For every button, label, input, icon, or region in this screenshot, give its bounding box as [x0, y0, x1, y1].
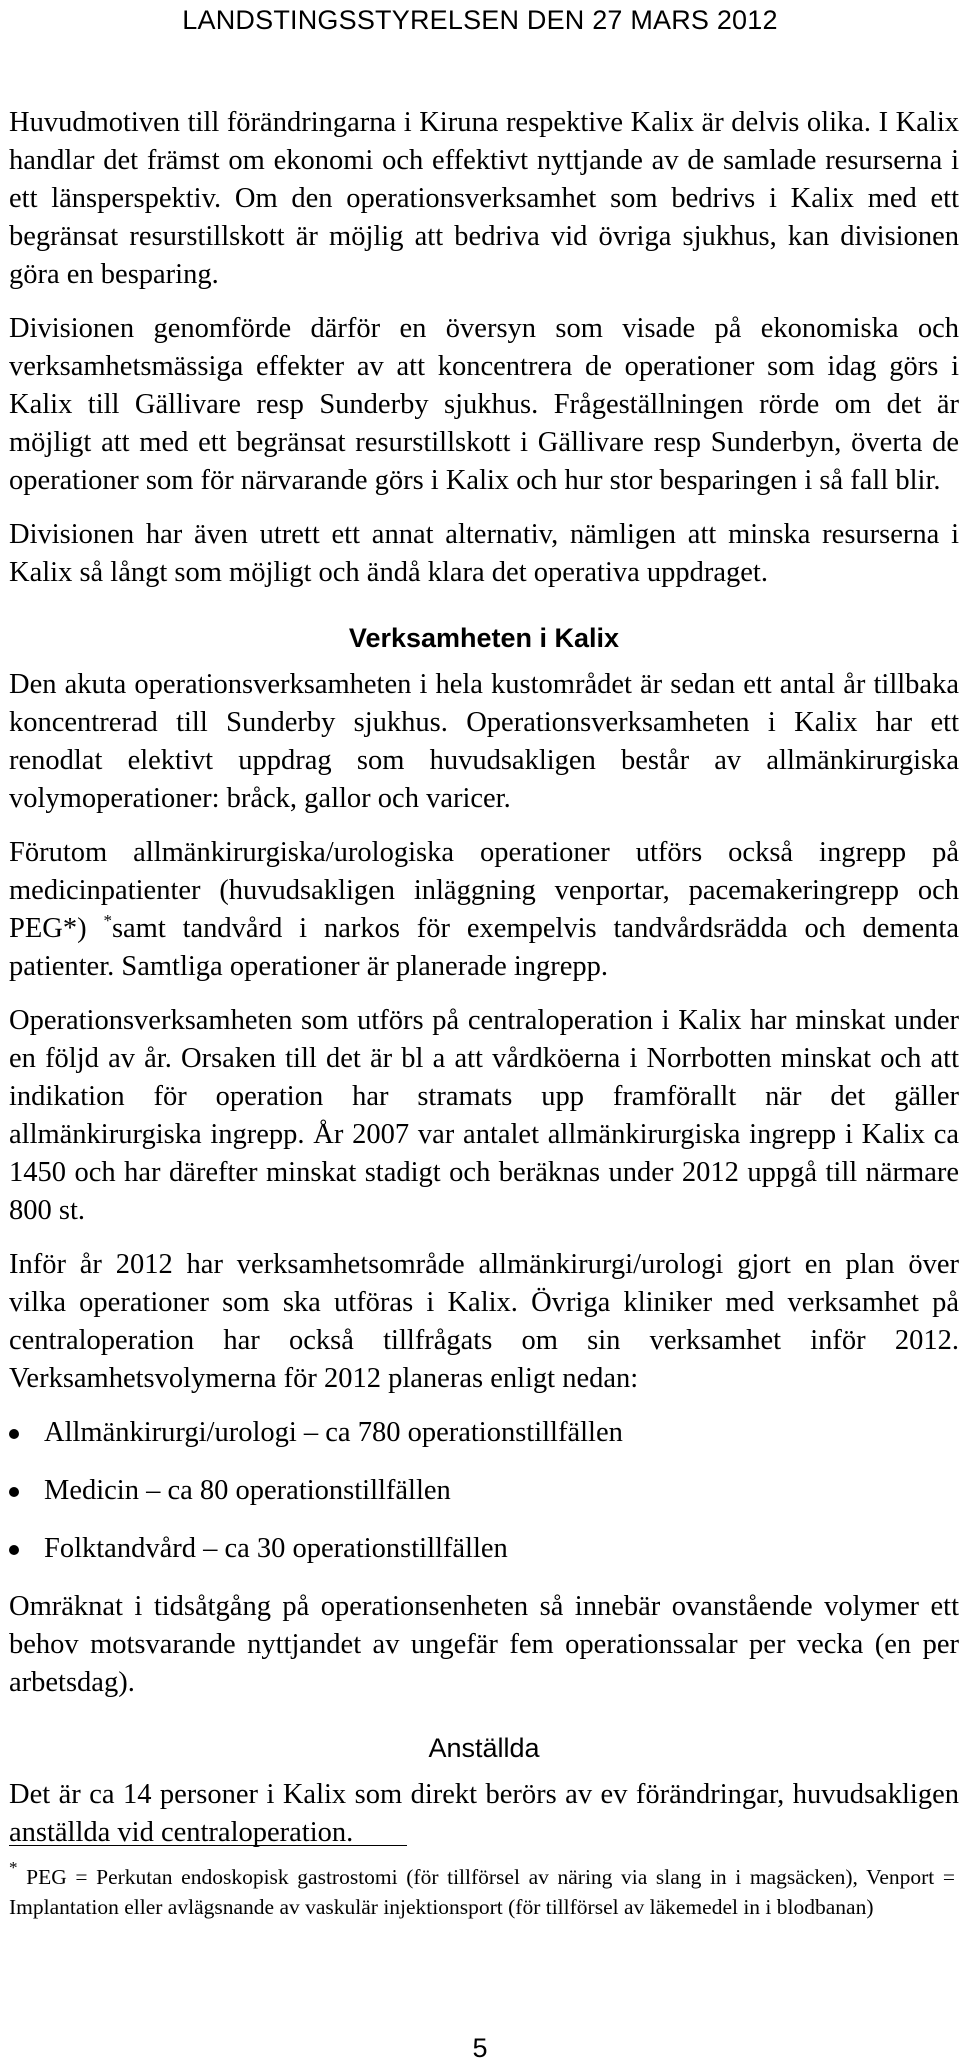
section-heading-employees: Anställda — [428, 1733, 540, 1763]
paragraph-acute-operations: Den akuta operationsverksamheten i hela kustområdet är sedan ett antal år tillbaka koncentrerad till Sunderby sjukhus. Operationsverksamheten i Kalix har ett renodlat elektivt uppdrag som huvudsakligen består av allmänkirurgiska volymoperationer: bråck, gallor och varicer. — [9, 669, 959, 814]
bullet-icon — [9, 1545, 19, 1555]
page-number: 5 — [472, 2033, 488, 2063]
paragraph-review: Divisionen genomförde därför en översyn som visade på ekonomiska och verksamhetsmässiga effekter av att koncentrera de operationer som idag görs i Kalix till Gällivare resp Sunderby sjukhus. Frågeställningen rörde om det är möjligt att med ett begränsat resurstillskott i Gällivare resp Sunderbyn, överta de operationer som för närvarande görs i Kalix och hur stor besparingen i så fall blir. — [9, 313, 959, 496]
volume-list — [9, 1414, 959, 1568]
paragraph-plan-2012: Inför år 2012 har verksamhetsområde allmänkirurgi/urologi gjort en plan över vilka operationer som ska utföras i Kalix. Övriga kliniker med verksamhet på centraloperation har också tillfrågats om sin verksamhet inför 2012. Verksamhetsvolymerna för 2012 planeras enligt nedan: — [9, 1249, 959, 1394]
section-heading-kalix: Verksamheten i Kalix — [348, 623, 620, 653]
footnote-marker: * — [9, 1858, 18, 1877]
paragraph-decline: Operationsverksamheten som utförs på centraloperation i Kalix har minskat under en följd av år. Orsaken till det är bl a att vårdköerna i Norrbotten minskat och att indikation för operation har stramats upp framförallt när det gäller allmänkirurgiska ingrepp. År 2007 var antalet allmänkirurgiska ingrepp i Kalix ca 1450 och har därefter minskat stadigt och beräknas under 2012 uppgå till närmare 800 st. — [9, 1005, 959, 1226]
list-item-text: Medicin – ca 80 operationstillfällen — [44, 1475, 451, 1506]
bullet-icon — [9, 1429, 19, 1439]
footnote-reference: * — [103, 911, 112, 930]
list-item-text: Allmänkirurgi/urologi – ca 780 operationstillfällen — [44, 1417, 623, 1448]
list-item — [9, 1530, 959, 1568]
footnote-text: PEG = Perkutan endoskopisk gastrostomi (för tillförsel av näring via slang in i magsäcken), Venport = Implantation eller avlägsnande av vaskulär injektionsport (för tillförsel av läkemedel in i blodbanan) — [9, 1865, 955, 1919]
paragraph-employees: Det är ca 14 personer i Kalix som direkt berörs av ev förändringar, huvudsakligen anställda vid centraloperation. — [9, 1779, 959, 1848]
list-item-text: Folktandvård – ca 30 operationstillfällen — [44, 1533, 508, 1564]
paragraph-alternative: Divisionen har även utrett ett annat alternativ, nämligen att minska resurserna i Kalix så långt som möjligt och ändå klara det operativa uppdraget. — [9, 519, 959, 588]
paragraph-other-procedures-text-cont: samt tandvård i narkos för exempelvis tandvårdsrädda och dementa patienter. Samtliga operationer är planerade ingrepp. — [9, 913, 959, 982]
paragraph-other-procedures-text: Förutom allmänkirurgiska/urologiska operationer utförs också ingrepp på medicinpatienter (huvudsakligen inläggning venportar, pacemakeringrepp och PEG*) — [9, 837, 959, 944]
footnote — [9, 1858, 955, 1922]
footnote-divider — [9, 1845, 407, 1846]
list-item — [9, 1472, 959, 1510]
document-body — [9, 104, 959, 1868]
paragraph-main-motives: Huvudmotiven till förändringarna i Kiruna respektive Kalix är delvis olika. I Kalix handlar det främst om ekonomi och effektivt nyttjande av de samlade resurserna i ett länsperspektiv. Om den operationsverksamhet som bedrivs i Kalix med ett begränsat resurstillskott är möjlig att bedriva vid övriga sjukhus, kan divisionen göra en besparing. — [9, 107, 959, 290]
paragraph-other-procedures — [9, 834, 959, 986]
paragraph-recalculated: Omräknat i tidsåtgång på operationsenheten så innebär ovanstående volymer ett behov motsvarande nyttjandet av ungefär fem operationssalar per vecka (en per arbetsdag). — [9, 1591, 959, 1698]
page-header: LANDSTINGSSTYRELSEN DEN 27 MARS 2012 — [182, 5, 778, 35]
bullet-icon — [9, 1487, 19, 1497]
list-item — [9, 1414, 959, 1452]
